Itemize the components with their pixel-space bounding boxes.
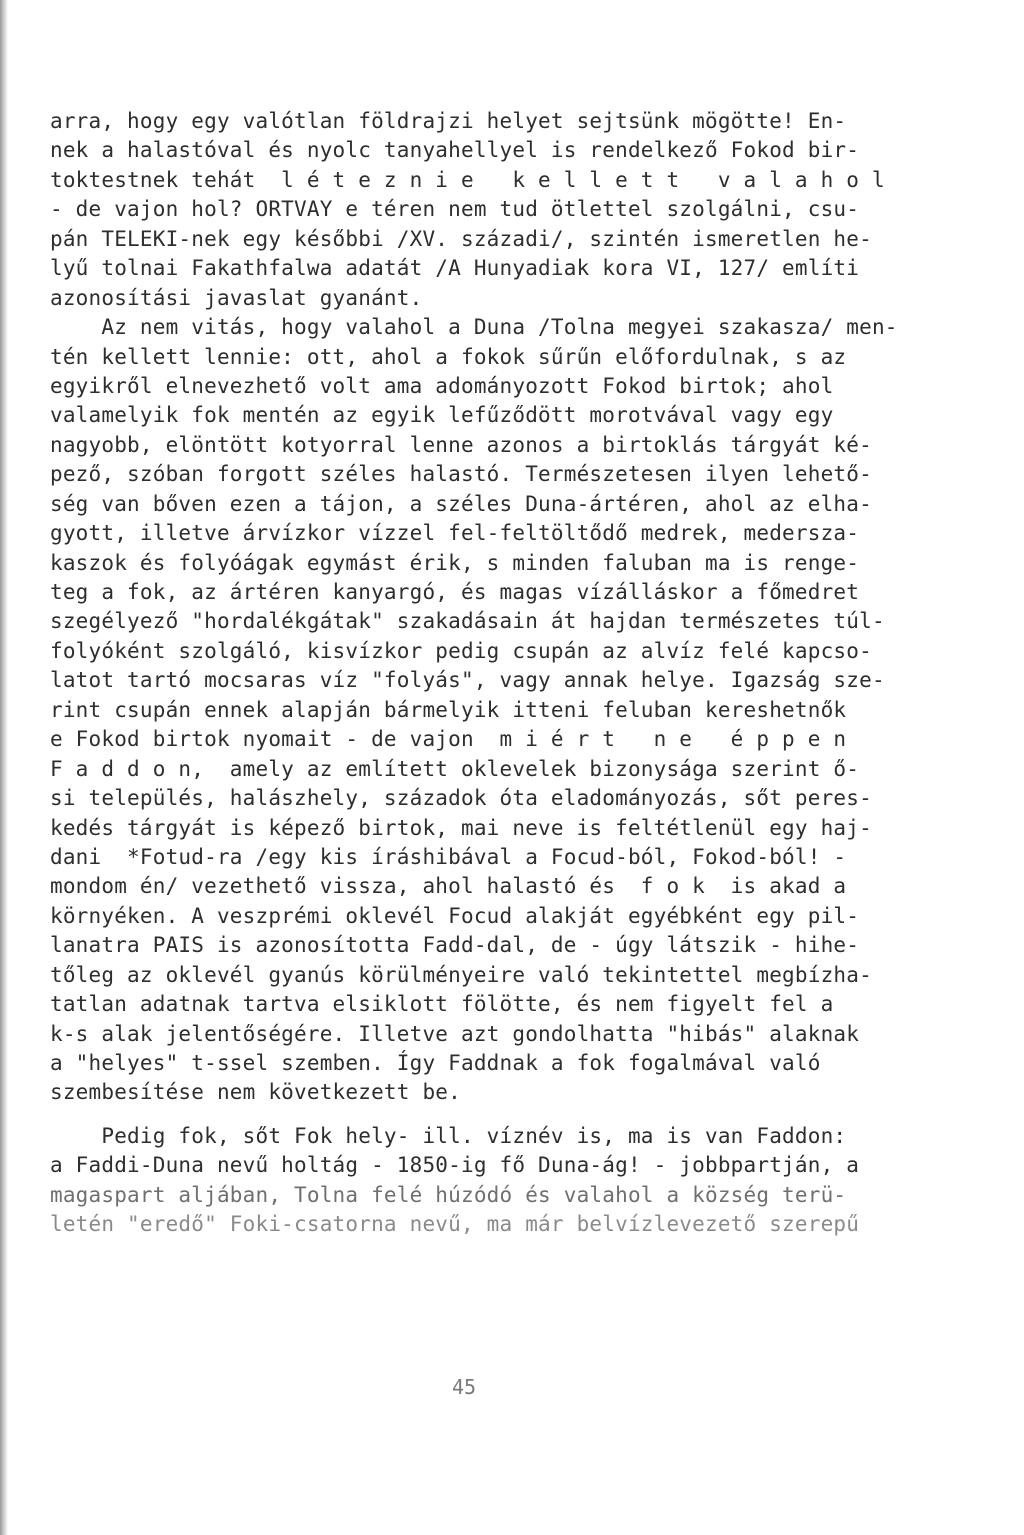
paragraph-1 xyxy=(50,107,890,313)
text-line: tatlan adatnak tartva elsiklott fölötte, és nem figyelt fel a xyxy=(50,992,834,1017)
text-line: azonosítási javaslat gyanánt. xyxy=(50,285,423,310)
text-line: a "helyes" t-ssel szemben. Így Faddnak a fok fogalmával való xyxy=(50,1051,821,1075)
text-line: kedés tárgyát is képező birtok, mai neve is feltétlenül egy haj- xyxy=(50,815,872,840)
text-line: magaspart aljában, Tolna felé húzódó és valahol a község terü- xyxy=(50,1182,847,1207)
text-line: mondom én/ vezethető vissza, ahol halastó és f o k is akad a xyxy=(50,874,847,899)
text-line: arra, hogy egy valótlan földrajzi helyet sejtsünk mögötte! En- xyxy=(50,109,847,133)
text-line: Az nem vitás, hogy valahol a Duna /Tolna megyei szakasza/ men- xyxy=(50,315,898,340)
text-line: tőleg az oklevél gyanús körülményeire való tekintettel megbízha- xyxy=(50,962,872,987)
text-line: ség van bőven ezen a tájon, a széles Duna-ártéren, ahol az elha- xyxy=(50,491,872,516)
text-line: környéken. A veszprémi oklevél Focud alakját egyébként egy pil- xyxy=(50,903,860,928)
page-scan-edge xyxy=(0,0,8,1535)
text-line: nagyobb, elöntött kotyorral lenne azonos a birtoklás tárgyát ké- xyxy=(50,432,872,457)
text-line: rint csupán ennek alapján bármelyik itteni feluban kereshetnők xyxy=(50,697,847,722)
text-line: lyű tolnai Fakathfalwa adatát /A Hunyadiak kora VI, 127/ említi xyxy=(50,256,860,281)
text-line: F a d d o n, amely az említett oklevelek bizonysága szerint ő- xyxy=(50,756,860,781)
text-line: lanatra PAIS is azonosította Fadd-dal, de - úgy látszik - hihe- xyxy=(50,933,860,958)
paragraph-3 xyxy=(50,1122,890,1240)
document-body xyxy=(50,107,898,1240)
text-line: latot tartó mocsaras víz "folyás", vagy annak helye. Igazság sze- xyxy=(50,668,885,693)
text-line: tén kellett lennie: ott, ahol a fokok sűrűn előfordulnak, s az xyxy=(50,344,847,369)
text-line: k-s alak jelentőségére. Illetve azt gondolhatta "hibás" alaknak xyxy=(50,1021,860,1046)
text-line: toktestnek tehát l é t e z n i e k e l l e t t v a l a h o l xyxy=(50,167,885,192)
paragraph-spacer xyxy=(50,1108,890,1122)
text-line: szembesítése nem következett be. xyxy=(50,1080,461,1105)
text-line: pán TELEKI-nek egy későbbi /XV. századi/, szintén ismeretlen he- xyxy=(50,226,872,251)
text-line: dani *Fotud-ra /egy kis íráshibával a Focud-ból, Fokod-ból! - xyxy=(50,844,847,869)
text-line: - de vajon hol? ORTVAY e téren nem tud ötlettel szolgálni, csu- xyxy=(50,197,860,222)
text-line: letén "eredő" Foki-csatorna nevű, ma már belvízlevezető szerepű xyxy=(50,1212,860,1237)
text-line: e Fokod birtok nyomait - de vajon m i é r t n e é p p e n xyxy=(50,727,847,752)
text-line: Pedig fok, sőt Fok hely- ill. víznév is, ma is van Faddon: xyxy=(50,1123,847,1148)
text-line: kaszok és folyóágak egymást érik, s minden faluban ma is renge- xyxy=(50,550,860,575)
text-line: szegélyező "hordalékgátak" szakadásain át hajdan természetes túl- xyxy=(50,609,885,634)
paragraph-2 xyxy=(50,313,898,1108)
text-line: valamelyik fok mentén az egyik lefűződött morotvával vagy egy xyxy=(50,403,834,428)
text-line: folyóként szolgáló, kisvízkor pedig csupán az alvíz felé kapcso- xyxy=(50,638,872,663)
text-line: a Faddi-Duna nevű holtág - 1850-ig fő Duna-ág! - jobbpartján, a xyxy=(50,1153,860,1178)
page-number: 45 xyxy=(452,1375,477,1399)
text-line: gyott, illetve árvízkor vízzel fel-feltöltődő medrek, medersza- xyxy=(50,521,860,546)
text-line: nek a halastóval és nyolc tanyahellyel is rendelkező Fokod bir- xyxy=(50,138,860,163)
text-line: egyikről elnevezhető volt ama adományozott Fokod birtok; ahol xyxy=(50,373,834,398)
text-line: pező, szóban forgott széles halastó. Természetesen ilyen lehető- xyxy=(50,462,872,487)
text-line: teg a fok, az ártéren kanyargó, és magas vízálláskor a főmedret xyxy=(50,580,860,604)
text-line: si település, halászhely, századok óta eladományozás, sőt peres- xyxy=(50,786,872,811)
